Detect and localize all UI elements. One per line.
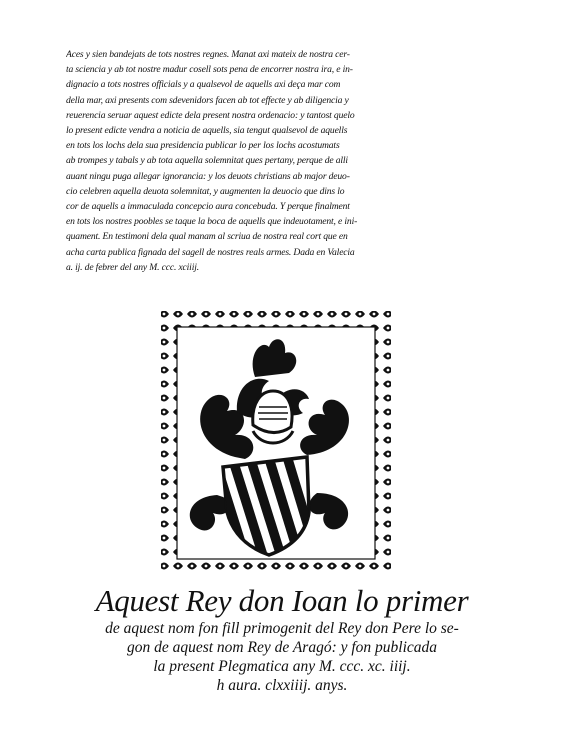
colophon-line: h aura. clxxiiij. anys.: [216, 677, 348, 694]
body-line: lo present edicte vendra a noticia de aquells, sia tengut qualsevol de aquells: [66, 125, 348, 137]
body-line: auant ningu puga allegar ignorancia: y los deuots christians ab major deuo-: [66, 170, 350, 182]
edict-body-text: [66, 47, 502, 275]
colophon-line: la present Plegmatica any M. ccc. xc. iiij.: [153, 658, 411, 675]
body-line: cio celebren aquella deuota solemnitat, y augmenten la deuocio que dins lo: [66, 185, 345, 197]
body-line: reuerencia seruar aquest edicte dela present nostra ordenacio: y tantost quelo: [66, 109, 355, 121]
body-line: cor de aquells a immaculada concepcio aura concebuda. Y perque finalment: [66, 201, 350, 213]
body-line: en tots los nostres poobles se taque la boca de aquells que indeuotament, e ini-: [66, 216, 358, 228]
body-line: a. ij. de febrer del any M. ccc. xciiij.: [66, 261, 199, 273]
body-line: della mar, axi presents com sdevenidors facen ab tot effecte y ab diligencia y: [66, 94, 349, 106]
body-line: acha carta publica fignada del sagell de nostres reals armes. Dada en Valecia: [66, 246, 355, 258]
colophon: [72, 583, 492, 695]
body-line: ab trompes y tabals y ab tota aquella solemnitat ques pertany, perque de alli: [66, 155, 348, 167]
body-line: ta sciencia y ab tot nostre madur cosell sots pena de encorrer nostra ira, e in-: [66, 64, 353, 76]
body-line: dignacio a tots nostres officials y a qualsevol de aquells axi deça mar com: [66, 79, 341, 91]
body-line: en tots los lochs dela sua presidencia publicar lo per los lochs acostumats: [66, 140, 340, 152]
coat-of-arms-woodcut: [157, 307, 395, 579]
body-line: quament. En testimoni dela qual manam al scriua de nostra real cort que en: [66, 231, 348, 243]
colophon-line: de aquest nom fon fill primogenit del Rey don Pere lo se-: [105, 620, 459, 637]
colophon-line: gon de aquest nom Rey de Aragó: y fon publicada: [126, 639, 438, 656]
body-line: Aces y sien bandejats de tots nostres regnes. Manat axi mateix de nostra cer-: [66, 49, 350, 60]
shield-with-pales: [209, 453, 323, 559]
colophon-title: Aquest Rey don Ioan lo primer: [95, 583, 469, 618]
coat-of-arms-illustration: [157, 307, 395, 579]
